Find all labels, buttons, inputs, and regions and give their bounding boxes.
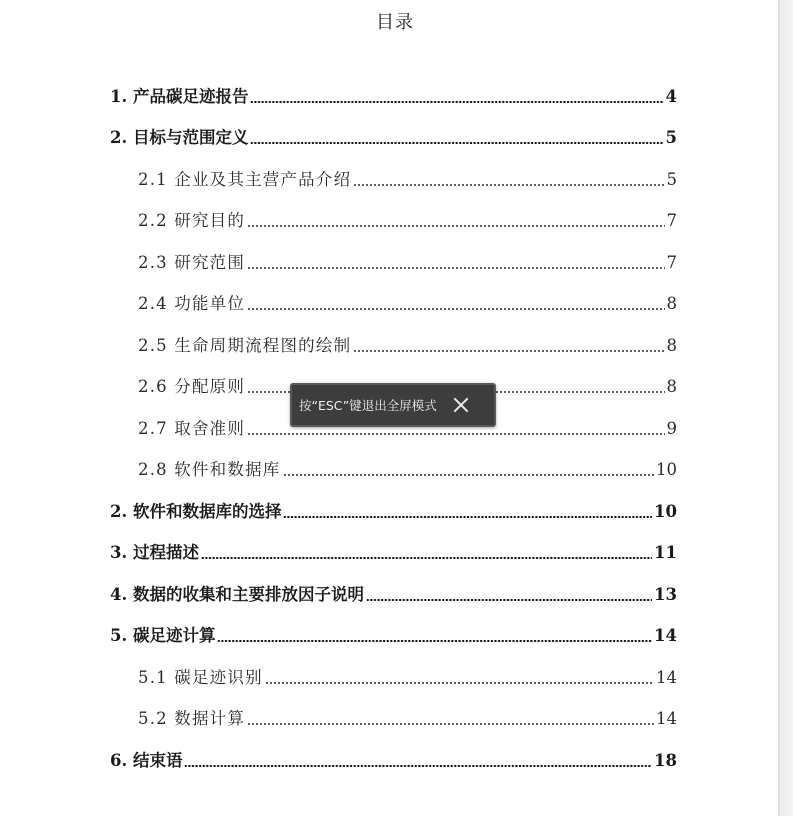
toc-leader (283, 516, 652, 518)
toc-entry-label: 5.1 碳足迹识别 (138, 668, 263, 687)
toc-entry-page: 8 (666, 336, 677, 355)
toc-entry-label: 2.7 取舍准则 (138, 419, 246, 438)
toc-entry-label: 2.8 软件和数据库 (138, 460, 281, 479)
toc-entry-label: 1. 产品碳足迹报告 (110, 87, 249, 106)
toc-entry-label: 2.6 分配原则 (138, 377, 246, 396)
toc-entry-5-1[interactable] (138, 667, 677, 689)
toc-entry-5-2[interactable] (138, 708, 677, 730)
toc-entry-label: 2.4 功能单位 (138, 294, 246, 313)
toc-entry-label: 2. 目标与范围定义 (110, 128, 249, 147)
toc-entry-label: 5. 碳足迹计算 (110, 626, 216, 645)
toc-leader (250, 101, 663, 103)
toc-entry-page: 9 (666, 419, 677, 438)
toc-leader (184, 765, 652, 767)
toc-entry-page: 14 (656, 709, 677, 728)
toc-entry-label: 2. 软件和数据库的选择 (110, 502, 282, 521)
toc-entry-2-2[interactable] (138, 210, 677, 232)
fullscreen-toast-message: 按“ESC”键退出全屏模式 (299, 398, 437, 413)
toc-title: 目录 (376, 12, 414, 33)
toc-leader (265, 682, 654, 684)
toc-leader (283, 474, 655, 476)
toc-leader (250, 142, 663, 144)
toc-entry-page: 5 (666, 170, 677, 189)
toc-entry-4[interactable] (110, 584, 677, 606)
toc-entry-label: 3. 过程描述 (110, 543, 199, 562)
toc-entry-3[interactable] (110, 542, 677, 564)
toc-entry-page: 7 (666, 253, 677, 272)
toc-entry-page: 4 (665, 87, 677, 106)
close-icon[interactable] (450, 394, 472, 416)
toc-entry-software-selection[interactable] (110, 501, 677, 523)
toc-leader (366, 599, 652, 601)
toc-entry-page: 11 (654, 543, 677, 562)
toc-leader (247, 723, 654, 725)
toc-entry-label: 2.5 生命周期流程图的绘制 (138, 336, 352, 355)
toc-leader (353, 184, 664, 186)
toc-entry-page: 5 (665, 128, 677, 147)
toc-entry-page: 8 (666, 294, 677, 313)
toc-entry-label: 2.2 研究目的 (138, 211, 246, 230)
toc-entry-label: 5.2 数据计算 (138, 709, 246, 728)
toc-entry-label: 2.1 企业及其主营产品介绍 (138, 170, 352, 189)
toc-entry-2-3[interactable] (138, 252, 677, 274)
toc-entry-page: 10 (654, 502, 677, 521)
toc-entry-label: 6. 结束语 (110, 751, 183, 770)
toc-entry-page: 14 (654, 626, 677, 645)
toc-entry-page: 13 (654, 585, 677, 604)
toc-entry-page: 14 (656, 668, 677, 687)
toc-entry-page: 8 (666, 377, 677, 396)
toc-leader (217, 640, 652, 642)
toc-leader (247, 308, 664, 310)
toc-entry-label: 2.3 研究范围 (138, 253, 246, 272)
toc-leader (247, 225, 664, 227)
toc-entry-2-8[interactable] (138, 459, 677, 481)
toc-entry-page: 7 (666, 211, 677, 230)
toc-entry-page: 18 (654, 751, 677, 770)
toc-entry-6[interactable] (110, 750, 677, 772)
toc-entry-2-4[interactable] (138, 293, 677, 315)
toc-entry-label: 4. 数据的收集和主要排放因子说明 (110, 585, 364, 604)
toc-entry-2-5[interactable] (138, 335, 677, 357)
fullscreen-exit-toast (290, 383, 496, 427)
toc-entry-2[interactable] (110, 127, 677, 149)
toc-leader (201, 557, 652, 559)
toc-entry-1[interactable] (110, 86, 677, 108)
toc-entry-2-1[interactable] (138, 169, 677, 191)
toc-leader (247, 433, 664, 435)
toc-leader (353, 350, 664, 352)
toc-leader (247, 267, 664, 269)
toc-entry-page: 10 (656, 460, 677, 479)
page-edge-shadow (778, 0, 793, 816)
toc-entry-5[interactable] (110, 625, 677, 647)
